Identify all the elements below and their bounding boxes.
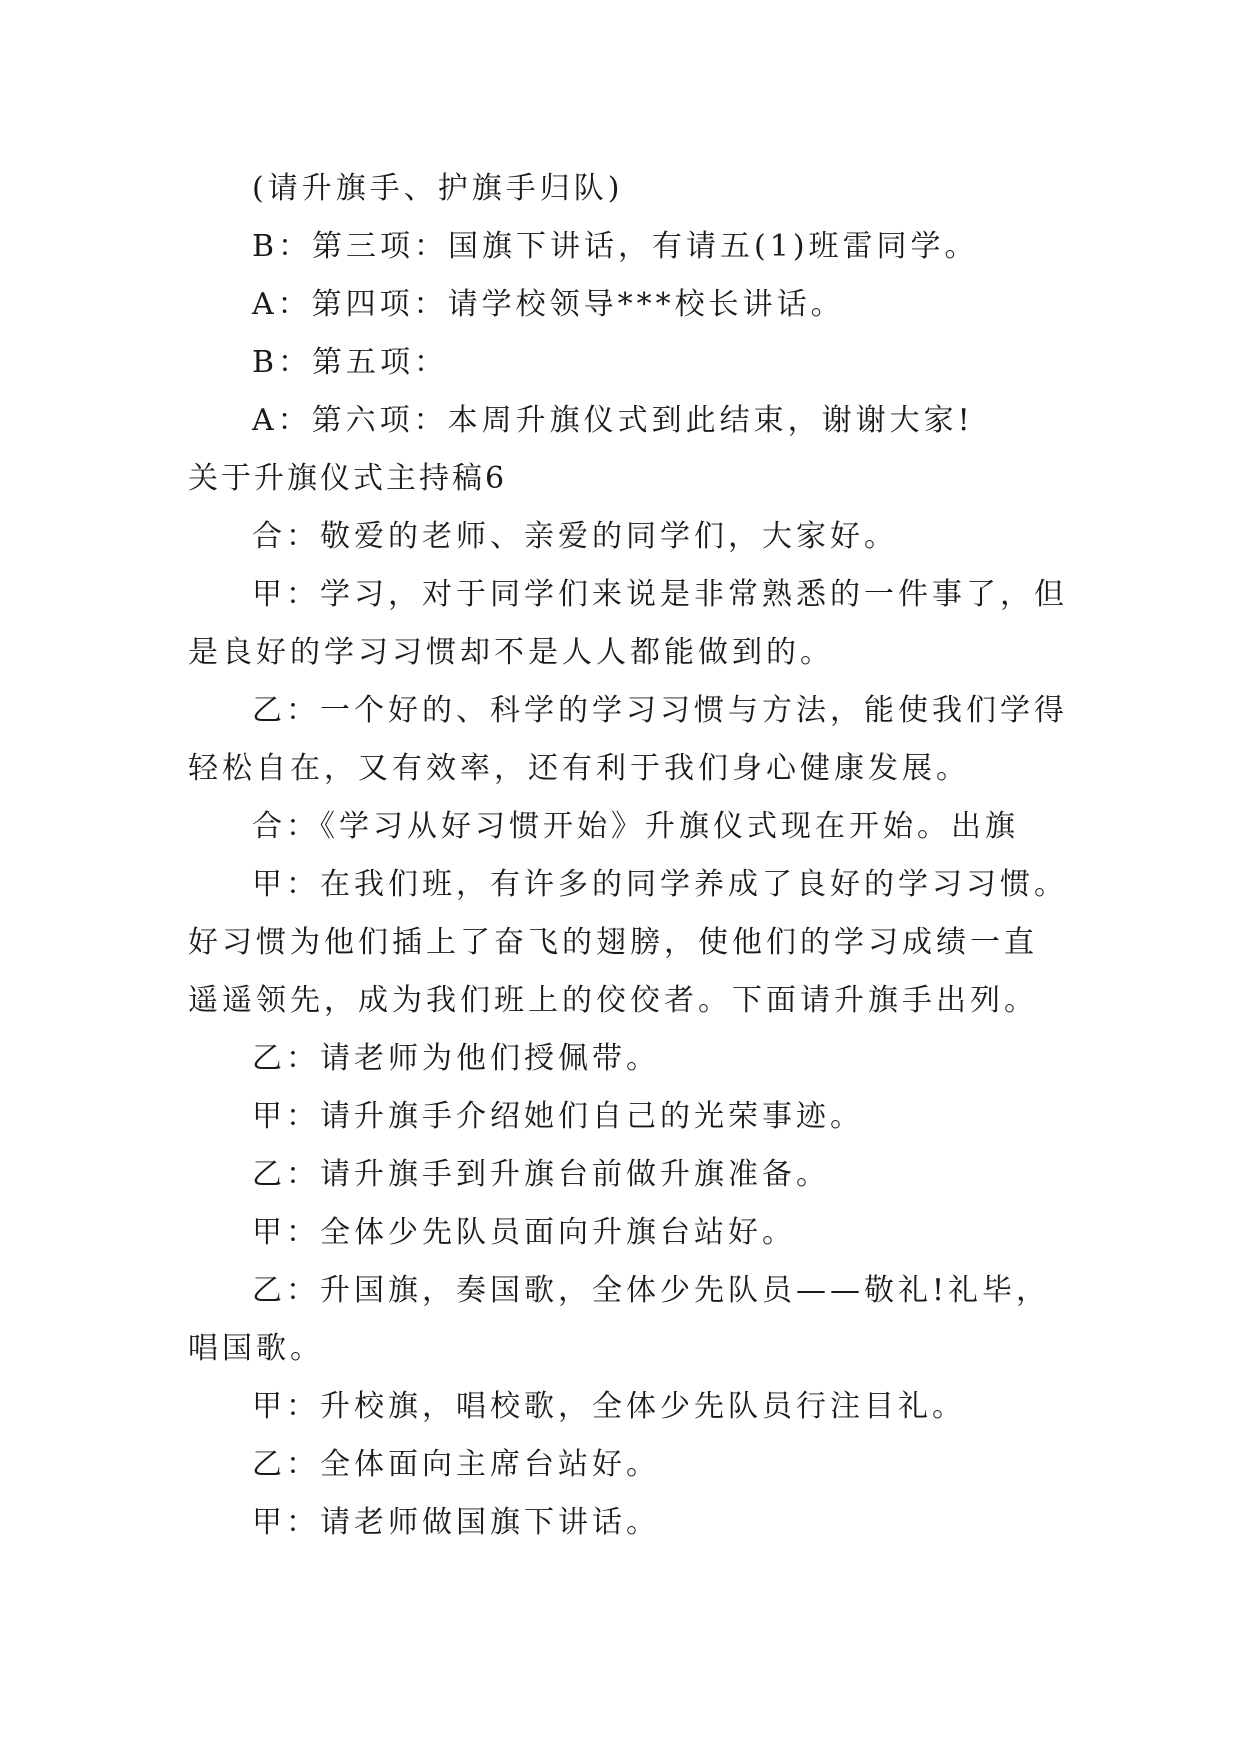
text-line: B：第五项： bbox=[252, 345, 449, 380]
paragraph: 乙：请老师为他们授佩带。 bbox=[252, 1041, 660, 1076]
text-line: A：第四项：请学校领导***校长讲话。 bbox=[252, 287, 845, 322]
text-line: B：第三项：国旗下讲话，有请五(1)班雷同学。 bbox=[252, 229, 979, 264]
paragraph: 甲：请老师做国旗下讲话。 bbox=[252, 1505, 660, 1540]
paragraph: 甲：全体少先队员面向升旗台站好。 bbox=[252, 1215, 796, 1250]
paragraph: 甲：请升旗手介绍她们自己的光荣事迹。 bbox=[252, 1099, 864, 1134]
paragraph: 甲：学习，对于同学们来说是非常熟悉的一件事了，但是良好的学习习惯却不是人人都能做到的。 bbox=[188, 577, 1068, 670]
paragraph: 合：《学习从好习惯开始》升旗仪式现在开始。出旗 bbox=[252, 809, 1019, 844]
text-line: A：第六项：本周升旗仪式到此结束，谢谢大家! bbox=[252, 403, 974, 438]
paragraph: 乙：全体面向主席台站好。 bbox=[252, 1447, 660, 1482]
text-line: (请升旗手、护旗手归队) bbox=[252, 171, 624, 206]
paragraph: 乙：请升旗手到升旗台前做升旗准备。 bbox=[252, 1157, 830, 1192]
section-heading: 关于升旗仪式主持稿6 bbox=[188, 461, 508, 496]
paragraph: 甲：在我们班，有许多的同学养成了良好的学习习惯。好习惯为他们插上了奋飞的翅膀，使他们的学习成绩一直遥遥领先，成为我们班上的佼佼者。下面请升旗手出列。 bbox=[188, 867, 1068, 1018]
paragraph: 乙：升国旗，奏国歌，全体少先队员——敬礼!礼毕，唱国歌。 bbox=[188, 1273, 1051, 1366]
paragraph: 甲：升校旗，唱校歌，全体少先队员行注目礼。 bbox=[252, 1389, 966, 1424]
paragraph: 合：敬爱的老师、亲爱的同学们，大家好。 bbox=[252, 519, 898, 554]
document-body bbox=[188, 160, 1068, 1552]
paragraph: 乙：一个好的、科学的学习习惯与方法，能使我们学得轻松自在，又有效率，还有利于我们身心健康发展。 bbox=[188, 693, 1068, 786]
